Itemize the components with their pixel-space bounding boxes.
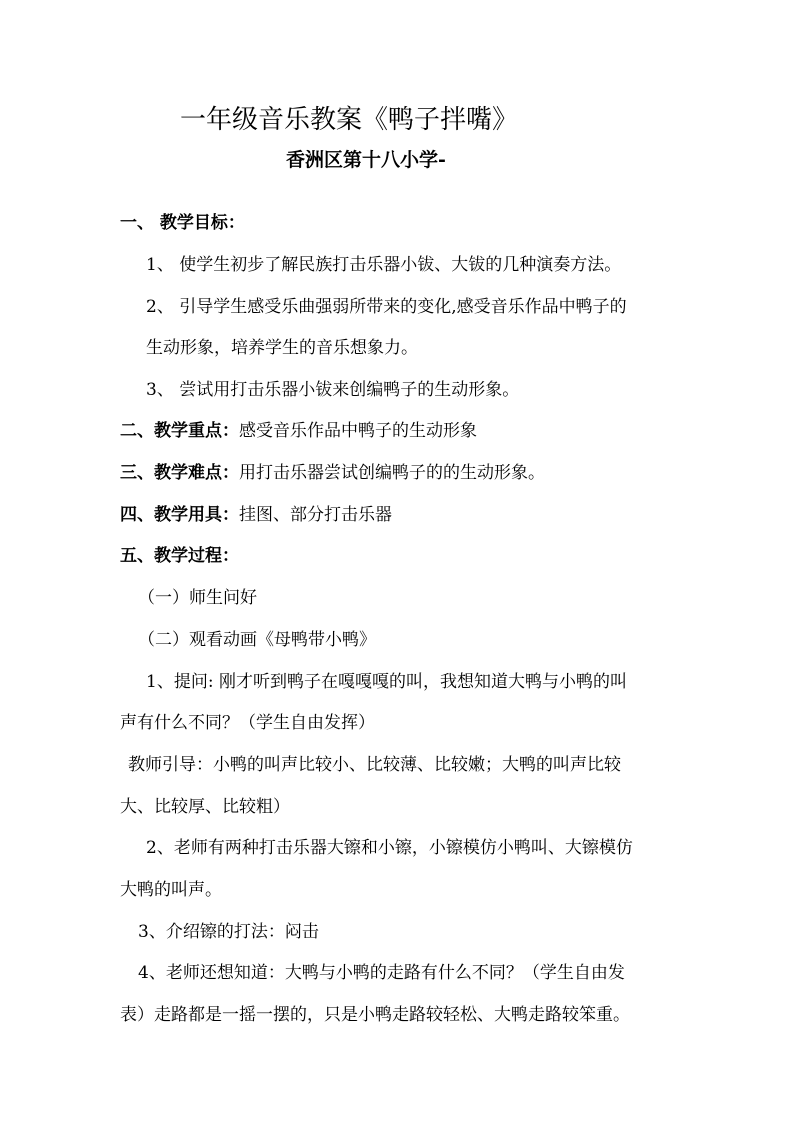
process-line: 声有什么不同？（学生自由发挥） bbox=[120, 713, 375, 733]
process-line: 大、比较厚、比较粗） bbox=[120, 797, 290, 817]
section4-text: 挂图、部分打击乐器 bbox=[239, 505, 392, 525]
section4-line bbox=[120, 504, 392, 526]
section3-heading: 三、教学难点： bbox=[120, 463, 239, 483]
section1-item: 生动形象，培养学生的音乐想象力。 bbox=[146, 338, 418, 358]
document-title: 一年级音乐教案《鸭子拌嘴》 bbox=[180, 105, 519, 135]
section3-text: 用打击乐器尝试创编鸭子的的生动形象。 bbox=[239, 463, 545, 483]
section4-heading: 四、教学用具： bbox=[120, 505, 239, 525]
step-one: （一）师生问好 bbox=[138, 588, 257, 608]
process-line: 4、老师还想知道：大鸭与小鸭的走路有什么不同？（学生自由发 bbox=[138, 963, 625, 983]
section3-line bbox=[120, 462, 545, 484]
section1-item: 1、 使学生初步了解民族打击乐器小钹、大钹的几种演奏方法。 bbox=[146, 255, 622, 275]
step-two: （二）观看动画《母鸭带小鸭》 bbox=[138, 630, 376, 650]
section1-item: 2、 引导学生感受乐曲强弱所带来的变化,感受音乐作品中鸭子的 bbox=[146, 297, 627, 317]
section2-text: 感受音乐作品中鸭子的生动形象 bbox=[239, 421, 477, 441]
section2-heading: 二、教学重点： bbox=[120, 421, 239, 441]
process-line: 1、提问: 刚才听到鸭子在嘎嘎嘎的叫，我想知道大鸭与小鸭的叫 bbox=[146, 672, 627, 692]
school-name: 香洲区第十八小学- bbox=[286, 149, 446, 171]
section5-heading: 五、教学过程： bbox=[120, 546, 239, 566]
section1-heading: 一、 教学目标： bbox=[120, 213, 245, 233]
process-line: 2、老师有两种打击乐器大镲和小镲，小镲模仿小鸭叫、大镲模仿 bbox=[146, 838, 633, 858]
section2-line bbox=[120, 420, 477, 442]
process-line: 表）走路都是一摇一摆的，只是小鸭走路较轻松、大鸭走路较笨重。 bbox=[120, 1005, 630, 1025]
process-line: 教师引导：小鸭的叫声比较小、比较薄、比较嫩；大鸭的叫声比较 bbox=[128, 755, 621, 775]
section1-item: 3、 尝试用打击乐器小钹来创编鸭子的生动形象。 bbox=[146, 380, 520, 400]
process-line: 大鸭的叫声。 bbox=[120, 880, 222, 900]
process-line: 3、介绍镲的打法：闷击 bbox=[138, 922, 319, 942]
